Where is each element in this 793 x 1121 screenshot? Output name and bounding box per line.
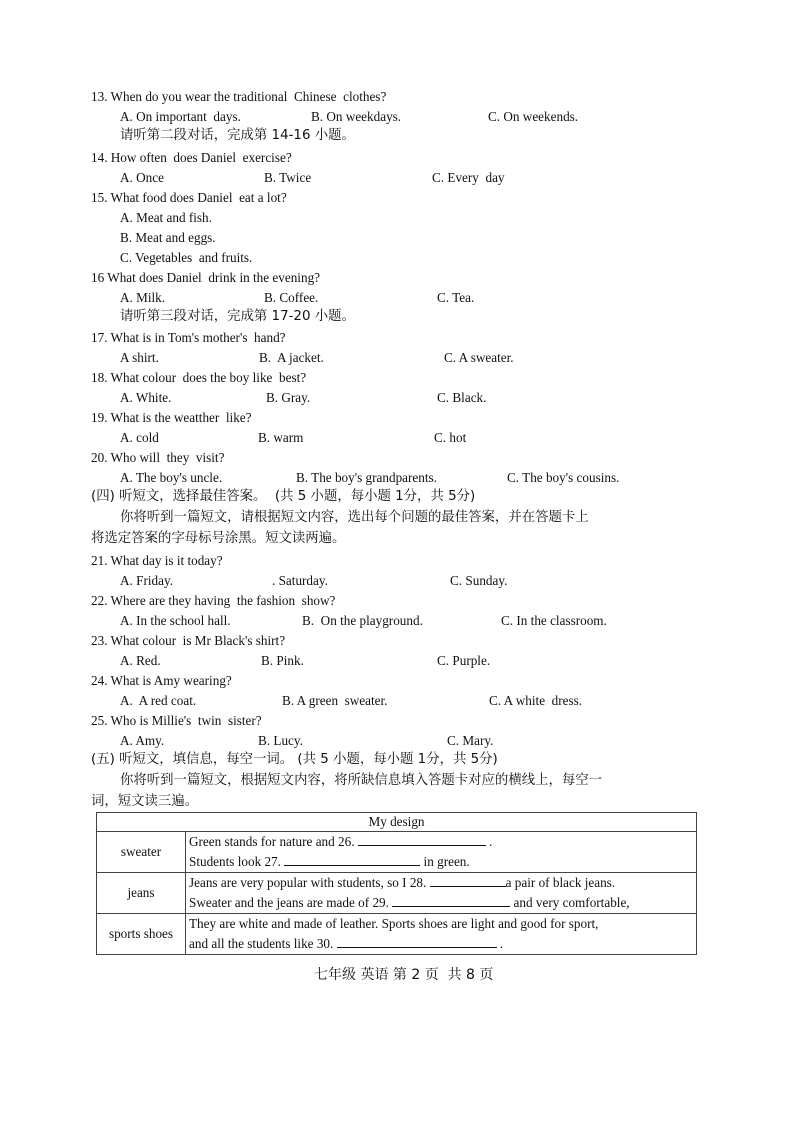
- part-5-instruction-1: 你将听到一篇短文，根据短文内容，将所缺信息填入答题卡对应的横线上，每空一: [120, 773, 603, 788]
- row-content-jeans: [186, 873, 697, 914]
- sweater-line1-end: .: [485, 834, 493, 849]
- question-24: 24. What is Amy wearing?: [91, 673, 232, 688]
- option-18b: B. Gray.: [266, 390, 311, 405]
- option-24c: C. A white dress.: [489, 693, 583, 708]
- option-22c: C. In the classroom.: [501, 613, 607, 628]
- part-5-heading: (五) 听短文，填信息，每空一词。 (共 5 小题，每小题 1分，共 5分): [91, 752, 498, 767]
- table-caption: My design: [97, 813, 697, 832]
- option-14c: C. Every day: [432, 170, 505, 185]
- option-18a: A. White.: [120, 390, 172, 405]
- question-14: 14. How often does Daniel exercise?: [91, 150, 292, 165]
- option-17a: A shirt.: [120, 350, 159, 365]
- question-16: 16 What does Daniel drink in the evening?: [91, 270, 321, 285]
- shoes-line2-end: .: [496, 936, 504, 951]
- option-20a: A. The boy's uncle.: [120, 470, 223, 485]
- option-13a: A. On important days.: [120, 109, 241, 124]
- part-5-instruction-2: 词，短文读三遍。: [91, 794, 199, 809]
- option-23b: B. Pink.: [261, 653, 304, 668]
- option-13b: B. On weekdays.: [311, 109, 402, 124]
- option-19a: A. cold: [120, 430, 159, 445]
- table-row-sweater: [97, 832, 697, 873]
- option-17c: C. A sweater.: [444, 350, 514, 365]
- shoes-line2-text: and all the students like 30.: [189, 936, 334, 951]
- part-4-instruction-2: 将选定答案的字母标号涂黑。短文读两遍。: [91, 531, 346, 546]
- option-23a: A. Red.: [120, 653, 161, 668]
- option-19c: C. hot: [434, 430, 467, 445]
- option-15b: B. Meat and eggs.: [120, 230, 216, 245]
- row-label-sweater: sweater: [97, 832, 186, 873]
- option-14b: B. Twice: [264, 170, 312, 185]
- question-21: 21. What day is it today?: [91, 553, 223, 568]
- row-content-sweater: [186, 832, 697, 873]
- option-25a: A. Amy.: [120, 733, 165, 748]
- option-16b: B. Coffee.: [264, 290, 319, 305]
- row-label-jeans: jeans: [97, 873, 186, 914]
- option-21b: . Saturday.: [272, 573, 328, 588]
- answer-blank-26[interactable]: [358, 833, 486, 846]
- option-21a: A. Friday.: [120, 573, 173, 588]
- option-13c: C. On weekends.: [488, 109, 579, 124]
- option-22a: A. In the school hall.: [120, 613, 231, 628]
- sweater-line1-text: Green stands for nature and 26.: [189, 834, 355, 849]
- question-13: 13. When do you wear the traditional Chinese clothes?: [91, 89, 387, 104]
- option-22b: B. On the playground.: [302, 613, 423, 628]
- sweater-line2-end: in green.: [420, 854, 470, 869]
- option-21c: C. Sunday.: [450, 573, 508, 588]
- option-15c: C. Vegetables and fruits.: [120, 250, 253, 265]
- option-24a: A. A red coat.: [120, 693, 197, 708]
- table-row-jeans: [97, 873, 697, 914]
- answer-blank-28[interactable]: [430, 874, 506, 887]
- option-15a: A. Meat and fish.: [120, 210, 212, 225]
- option-18c: C. Black.: [437, 390, 487, 405]
- option-20c: C. The boy's cousins.: [507, 470, 620, 485]
- sweater-line2-text: Students look 27.: [189, 854, 281, 869]
- shoes-line1-text: They are white and made of leather. Sports shoes are light and good for sport,: [189, 916, 599, 931]
- question-23: 23. What colour is Mr Black's shirt?: [91, 633, 286, 648]
- option-25b: B. Lucy.: [258, 733, 303, 748]
- part-4-instruction-1: 你将听到一篇短文，请根据短文内容，选出每个问题的最佳答案，并在答题卡上: [120, 510, 589, 525]
- option-25c: C. Mary.: [447, 733, 494, 748]
- part-4-heading: (四) 听短文，选择最佳答案。 (共 5 小题，每小题 1分，共 5分): [91, 489, 476, 504]
- question-18: 18. What colour does the boy like best?: [91, 370, 307, 385]
- section-instruction-3: 请听第三段对话，完成第 17-20 小题。: [120, 309, 355, 324]
- answer-blank-27[interactable]: [284, 853, 420, 866]
- section-instruction-2: 请听第二段对话，完成第 14-16 小题。: [120, 128, 355, 143]
- jeans-line1-text: Jeans are very popular with students, so I 28.: [189, 875, 427, 890]
- question-25: 25. Who is Millie's twin sister?: [91, 713, 262, 728]
- question-20: 20. Who will they visit?: [91, 450, 225, 465]
- jeans-line2-end: and very comfortable,: [510, 895, 630, 910]
- page-footer: 七年级 英语 第 2 页 共 8 页: [314, 967, 494, 983]
- my-design-table: [96, 812, 697, 955]
- jeans-line2-text: Sweater and the jeans are made of 29.: [189, 895, 389, 910]
- row-content-sports-shoes: [186, 914, 697, 955]
- option-19b: B. warm: [258, 430, 304, 445]
- option-16c: C. Tea.: [437, 290, 475, 305]
- answer-blank-29[interactable]: [392, 894, 510, 907]
- question-19: 19. What is the weatther like?: [91, 410, 252, 425]
- answer-blank-30[interactable]: [337, 935, 497, 948]
- jeans-line1-end: a pair of black jeans.: [505, 875, 616, 890]
- table-row-sports-shoes: [97, 914, 697, 955]
- row-label-sports-shoes: sports shoes: [97, 914, 186, 955]
- option-20b: B. The boy's grandparents.: [296, 470, 437, 485]
- question-22: 22. Where are they having the fashion show?: [91, 593, 336, 608]
- option-24b: B. A green sweater.: [282, 693, 388, 708]
- option-14a: A. Once: [120, 170, 164, 185]
- option-17b: B. A jacket.: [259, 350, 324, 365]
- question-17: 17. What is in Tom's mother's hand?: [91, 330, 286, 345]
- option-16a: A. Milk.: [120, 290, 166, 305]
- option-23c: C. Purple.: [437, 653, 491, 668]
- question-15: 15. What food does Daniel eat a lot?: [91, 190, 287, 205]
